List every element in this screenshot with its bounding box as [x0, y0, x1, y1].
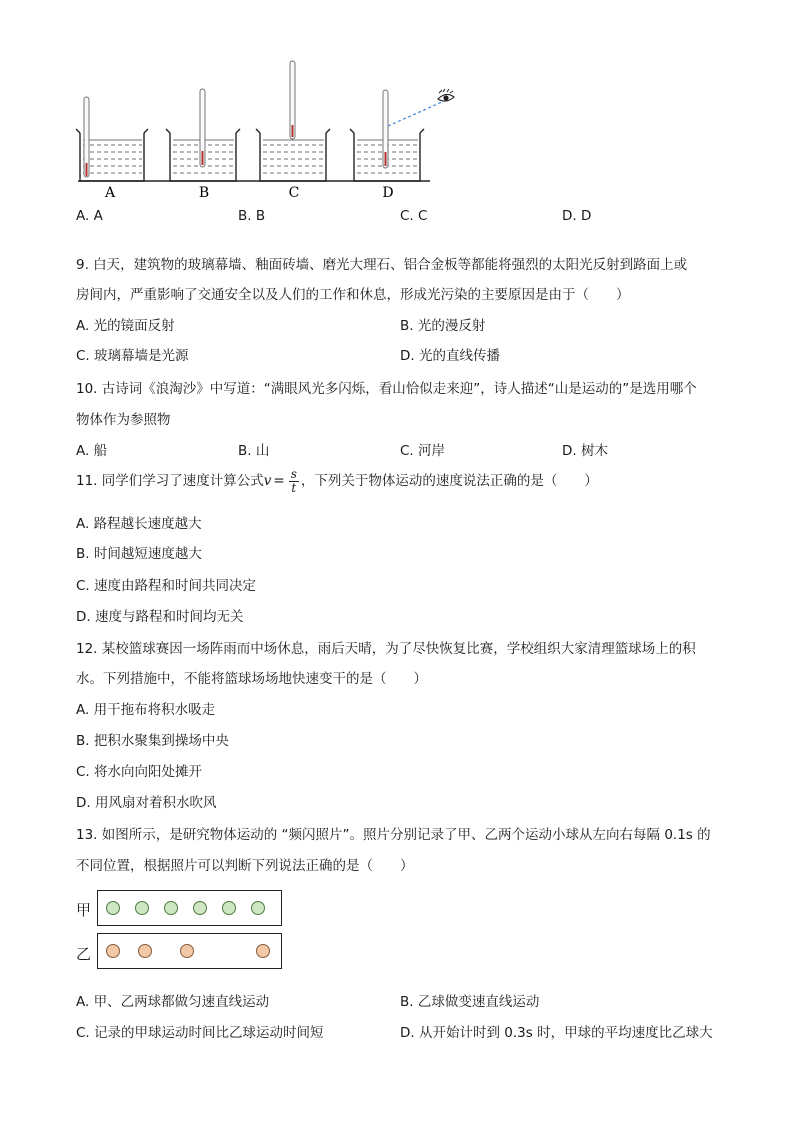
q9-stem-line2: 房间内，严重影响了交通安全以及人们的工作和休息，形成光污染的主要原因是由于（ ）	[76, 287, 630, 303]
eye-icon	[438, 89, 454, 101]
thermometer-beakers-figure	[70, 55, 470, 205]
q8-option-d[interactable]: D. D	[562, 208, 592, 224]
figure-label-d: D	[382, 185, 394, 201]
q11-stem-prefix: 11. 同学们学习了速度计算公式	[76, 473, 264, 489]
ball-jia-1	[106, 901, 120, 915]
figure-label-a: A	[104, 185, 116, 201]
ball-row-yi	[97, 933, 282, 969]
q11-option-b[interactable]: B. 时间越短速度越大	[76, 546, 202, 562]
q8-option-c[interactable]: C. C	[400, 208, 428, 224]
q12-option-d[interactable]: D. 用风扇对着积水吹风	[76, 795, 217, 811]
q11-stem	[76, 466, 598, 496]
q13-option-a[interactable]: A. 甲、乙两球都做匀速直线运动	[76, 994, 270, 1010]
q13-stem-line1: 13. 如图所示，是研究物体运动的 “频闪照片”。照片分别记录了甲、乙两个运动小球从左向右每隔 0.1s 的	[76, 827, 711, 843]
q10-option-b[interactable]: B. 山	[238, 443, 270, 459]
q8-option-a[interactable]: A. A	[76, 208, 103, 224]
q12-stem-line1: 12. 某校篮球赛因一场阵雨而中场休息，雨后天晴，为了尽快恢复比赛，学校组织大家清理篮球场上的积	[76, 641, 696, 657]
q11-formula-numerator: s	[290, 466, 297, 481]
q11-option-a[interactable]: A. 路程越长速度越大	[76, 516, 202, 532]
row-label-yi: 乙	[76, 945, 92, 963]
q13-option-b[interactable]: B. 乙球做变速直线运动	[400, 994, 540, 1010]
q12-stem-line2: 水。下列措施中，不能将篮球场场地快速变干的是（ ）	[76, 671, 427, 687]
ball-yi-1	[106, 944, 120, 958]
ball-jia-3	[164, 901, 178, 915]
q11-formula-fraction	[289, 468, 299, 495]
q13-option-d[interactable]: D. 从开始计时到 0.3s 时，甲球的平均速度比乙球大	[400, 1025, 713, 1041]
q12-option-a[interactable]: A. 用干拖布将积水吸走	[76, 702, 216, 718]
figure-label-b: B	[198, 185, 210, 201]
q9-option-b[interactable]: B. 光的漫反射	[400, 318, 486, 334]
ball-jia-4	[193, 901, 207, 915]
q9-option-c[interactable]: C. 玻璃幕墙是光源	[76, 348, 189, 364]
ball-jia-5	[222, 901, 236, 915]
ball-yi-3	[180, 944, 194, 958]
sight-line	[388, 102, 442, 126]
q11-option-c[interactable]: C. 速度由路程和时间共同决定	[76, 578, 257, 594]
ball-yi-4	[256, 944, 270, 958]
q8-option-b[interactable]: B. B	[238, 208, 266, 224]
q13-option-c[interactable]: C. 记录的甲球运动时间比乙球运动时间短	[76, 1025, 324, 1041]
q11-stem-suffix: ，下列关于物体运动的速度说法正确的是（ ）	[300, 473, 598, 489]
q10-option-d[interactable]: D. 树木	[562, 443, 608, 459]
q13-stem-line2: 不同位置，根据照片可以判断下列说法正确的是（ ）	[76, 858, 414, 874]
figure-label-c: C	[288, 185, 300, 201]
q10-stem-line2: 物体作为参照物	[76, 412, 171, 428]
beaker-b	[166, 89, 240, 181]
q11-formula-denominator: t	[291, 480, 297, 495]
beaker-a	[76, 97, 148, 181]
q10-option-a[interactable]: A. 船	[76, 443, 108, 459]
q10-option-c[interactable]: C. 河岸	[400, 443, 446, 459]
beaker-d	[350, 90, 442, 181]
q11-formula-v: v	[263, 473, 272, 489]
ball-yi-2	[138, 944, 152, 958]
ball-row-jia	[97, 890, 282, 926]
q9-option-a[interactable]: A. 光的镜面反射	[76, 318, 175, 334]
q11-formula-equals: =	[273, 473, 285, 489]
beaker-c	[256, 61, 330, 181]
row-label-jia: 甲	[76, 901, 92, 919]
ball-jia-6	[251, 901, 265, 915]
ball-jia-2	[135, 901, 149, 915]
q11-option-d[interactable]: D. 速度与路程和时间均无关	[76, 609, 244, 625]
q12-option-c[interactable]: C. 将水向向阳处摊开	[76, 764, 203, 780]
q10-stem-line1: 10. 古诗词《浪淘沙》中写道：“满眼风光多闪烁，看山恰似走来迎”，诗人描述“山是运动的”是选用哪个	[76, 381, 697, 397]
q9-stem-line1: 9. 白天，建筑物的玻璃幕墙、釉面砖墙、磨光大理石、铝合金板等都能将强烈的太阳光反射到路面上或	[76, 257, 688, 273]
q12-option-b[interactable]: B. 把积水聚集到操场中央	[76, 733, 229, 749]
q9-option-d[interactable]: D. 光的直线传播	[400, 348, 500, 364]
